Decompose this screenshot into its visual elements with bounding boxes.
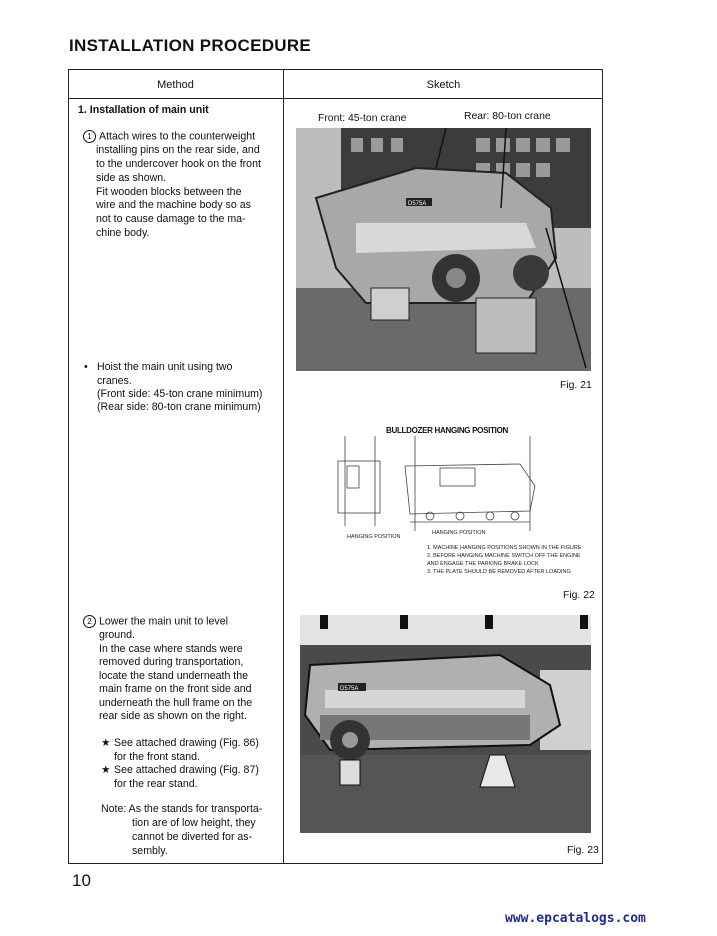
diagram-left-label: HANGING POSITION [347,534,401,540]
step2-line-4: locate the stand underneath the [99,670,249,682]
diagram-note-3: AND ENGAGE THE PARKING BRAKE LOCK [427,561,539,567]
step1-line-7: chine body. [96,227,150,239]
step2-number: 2 [83,615,96,628]
star1-icon: ★ [101,737,111,749]
step2-line-6: underneath the hull frame on the [99,697,253,709]
sketch-column-header: Sketch [426,79,461,91]
diagram-title: BULLDOZER HANGING POSITION [386,426,508,435]
step1-line-2: to the undercover hook on the front [96,158,261,170]
step2-line-3: removed during transportation, [99,656,244,668]
hoist-line-0: Hoist the main unit using two [97,361,233,373]
fig23-model-label: D575A [340,686,359,692]
step1-line-5: wire and the machine body so as [96,199,251,211]
hoist-line-2: (Front side: 45-ton crane minimum) [97,388,263,400]
note-line-1: tion are of low height, they [132,817,256,829]
diagram-note-4: 3. THE PLATE SHOULD BE REMOVED AFTER LOADING [427,569,571,575]
step1-line-4: Fit wooden blocks between the [96,186,242,198]
note-line-0: Note: As the stands for transporta- [101,803,263,815]
fig21-label: Fig. 21 [560,380,592,391]
hoist-line-3: (Rear side: 80-ton crane minimum) [97,401,261,413]
front-crane-caption: Front: 45-ton crane [318,113,407,124]
step1-text-0: Attach wires to the counterweight [99,130,256,143]
method-column-header: Method [157,79,194,91]
step2-line-7: rear side as shown on the right. [99,710,247,722]
diagram-note-1: 1. MACHINE HANGING POSITIONS SHOWN IN THE FIGURE [427,545,582,551]
star1-line-0: See attached drawing (Fig. 86) [114,737,259,749]
star1-line-1: for the front stand. [114,751,200,763]
star2-line-0: See attached drawing (Fig. 87) [114,764,259,776]
step1-line-3: side as shown. [96,172,167,184]
star2-line-1: for the rear stand. [114,778,198,790]
star2-icon: ★ [101,764,111,776]
note-line-2: cannot be diverted for as- [132,831,253,843]
header-divider [68,98,603,99]
hoist-bullet: • [84,361,88,373]
step2-line-5: main frame on the front side and [99,683,252,695]
step1-number: 1 [83,130,96,143]
fig21-photo [296,128,591,371]
section-title: 1. Installation of main unit [78,104,209,116]
page-number: 10 [72,871,91,890]
step2-line-0 [83,615,228,629]
diagram-note-2: 2. BEFORE HANGING MACHINE SWITCH OFF THE ENGINE [427,553,581,559]
watermark-link[interactable]: www.epcatalogs.com [505,911,646,926]
fig21-model-label: D575A [408,201,427,207]
hoist-line-1: cranes. [97,375,132,387]
column-divider [283,69,284,864]
fig22-label: Fig. 22 [563,590,595,601]
fig23-photo [300,615,591,833]
diagram-right-label: HANGING POSITION [432,530,486,536]
step2-line-1: ground. [99,629,135,641]
note-line-3: sembly. [132,845,168,857]
step2-line-2: In the case where stands were [99,643,243,655]
step1-line-0 [83,130,255,144]
step1-line-1: installing pins on the rear side, and [96,144,260,156]
step2-text-0: Lower the main unit to level [99,615,228,628]
page-heading: INSTALLATION PROCEDURE [69,36,312,55]
step1-line-6: not to cause damage to the ma- [96,213,246,225]
rear-crane-caption: Rear: 80-ton crane [464,111,551,122]
fig23-label: Fig. 23 [567,845,599,856]
